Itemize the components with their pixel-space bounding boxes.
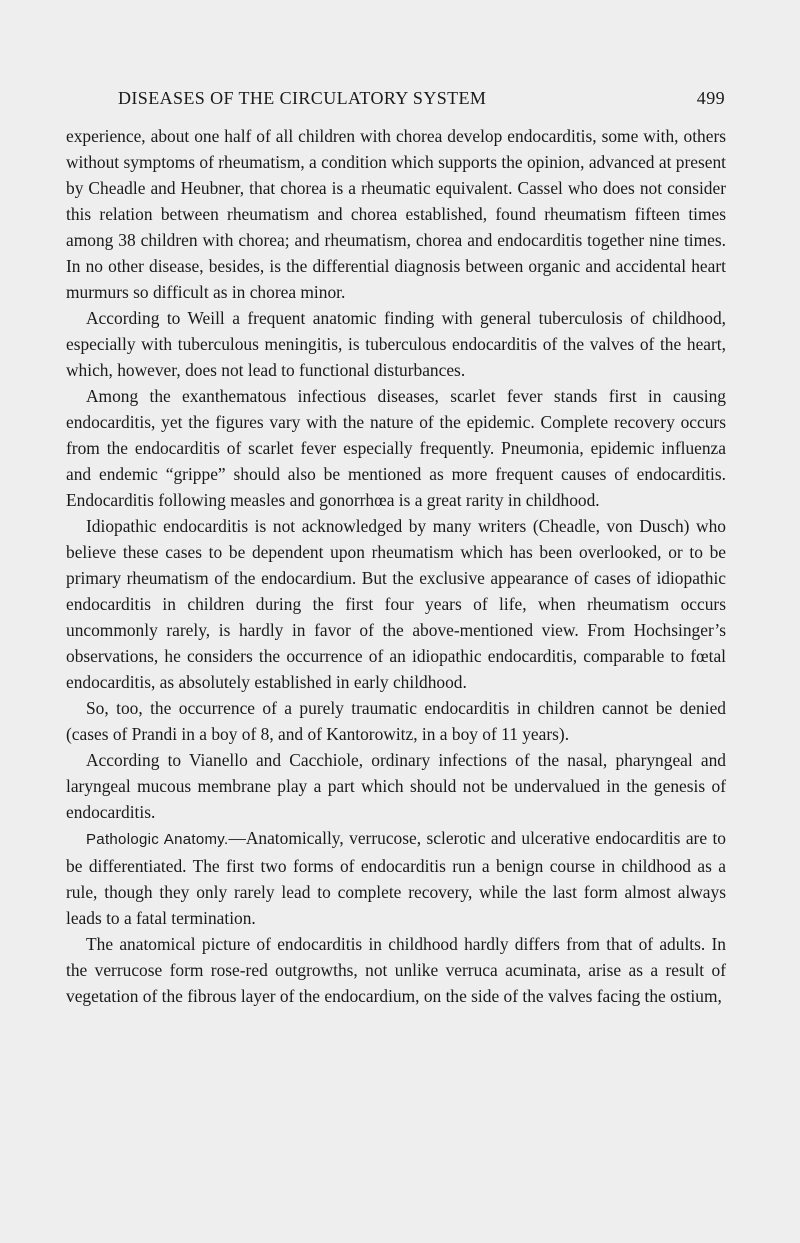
paragraph-anatomical-picture: The anatomical picture of endocarditis in childhood hardly differs from that of adults. In the verrucose form rose-red outgrowths, not unlike verruca acuminata, arise as a result of vegetation of the fibrous layer of the endocardium, on the side of the valves facing the ostium,	[66, 934, 726, 1006]
section-heading: Pathologic Anatomy.	[86, 831, 229, 848]
paragraph-idiopathic: Idiopathic endocarditis is not acknowledged by many writers (Cheadle, von Dusch) who believe these cases to be dependent upon rheumatism which has been overlooked, or to be primary rheumatism of the endocardium. But the exclusive appearance of cases of idiopathic endocarditis in children during the first four years of life, when rheumatism occurs uncommonly rarely, is hardly in favor of the above-mentioned view. From Hochsinger’s observations, he considers the occurrence of an idiopathic endocarditis, comparable to fœtal endocarditis, as absolutely established in early childhood.	[66, 516, 726, 692]
section-heading-text: —Anatomically, verrucose, sclerotic and ulcerative endocarditis are to be differentiated. The first two forms of endocarditis run a benign course in childhood as a rule, though they only rarely lead to complete recovery, while the last form almost always leads to a fatal termination.	[66, 828, 727, 928]
body-text	[66, 123, 726, 1009]
paragraph-chorea: experience, about one half of all children with chorea develop endocarditis, some with, others without symptoms of rheumatism, a condition which supports the opinion, advanced at present by Cheadle and Heubner, that chorea is a rheumatic equivalent. Cassel who does not consider this relation between rheumatism and chorea established, found rheumatism fifteen times among 38 children with chorea; and rheumatism, chorea and endocarditis together nine times. In no other disease, besides, is the differential diagnosis between organic and accidental heart murmurs so difficult as in chorea minor.	[66, 126, 726, 302]
paragraph-traumatic: So, too, the occurrence of a purely traumatic endocarditis in children cannot be denied (cases of Prandi in a boy of 8, and of Kantorowitz, in a boy of 11 years).	[66, 698, 726, 744]
paragraph-nasal-infections: According to Vianello and Cacchiole, ordinary infections of the nasal, pharyngeal and laryngeal mucous membrane play a part which should not be undervalued in the genesis of endocarditis.	[66, 750, 726, 822]
page-number: 499	[696, 88, 725, 108]
paragraph-infectious-diseases: Among the exanthematous infectious diseases, scarlet fever stands first in causing endocarditis, yet the figures vary with the nature of the epidemic. Complete recovery occurs from the endocarditis of scarlet fever especially frequently. Pneumonia, epidemic influenza and endemic “grippe” should also be mentioned as more frequent causes of endocarditis. Endocarditis following measles and gonorrhœa is a great rarity in childhood.	[66, 386, 726, 510]
paragraph-tuberculosis: According to Weill a frequent anatomic finding with general tuberculosis of childhood, especially with tuberculous meningitis, is tuberculous endocarditis of the valves of the heart, which, however, does not lead to functional disturbances.	[66, 308, 726, 380]
running-title: DISEASES OF THE CIRCULATORY SYSTEM	[118, 88, 487, 108]
running-header	[118, 88, 725, 114]
paragraph-pathologic-anatomy	[66, 825, 726, 931]
